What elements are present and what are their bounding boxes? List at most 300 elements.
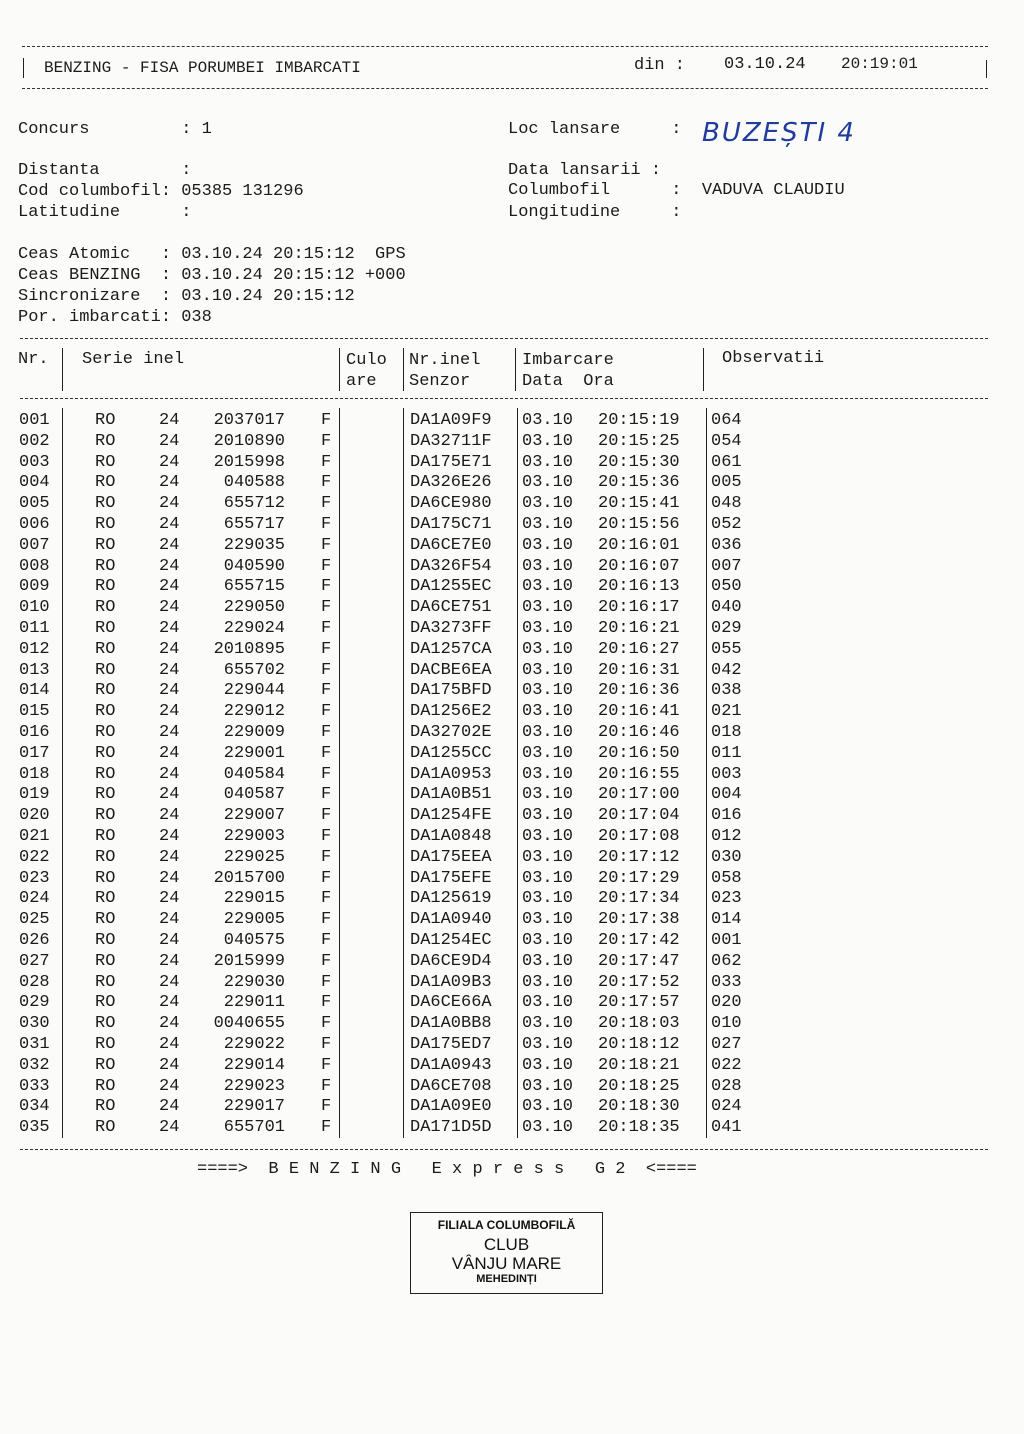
cell-sex: F: [321, 785, 332, 805]
cell-obs: 058: [711, 868, 742, 888]
cell-sensor: DA1A09E0: [410, 1097, 492, 1117]
cell-nr: 014: [19, 681, 50, 701]
cell-obs: 012: [711, 827, 742, 846]
table-row: [0, 888, 1000, 909]
cell-obs: 003: [711, 764, 742, 784]
cell-time: 20:17:42: [598, 931, 680, 950]
cell-time: 20:16:31: [598, 660, 680, 680]
cell-year: 24: [159, 1055, 180, 1075]
cell-ring: 2010895: [213, 639, 285, 659]
cell-year: 24: [159, 764, 180, 784]
cell-sensor: DA6CE751: [410, 598, 492, 618]
cell-year: 24: [159, 681, 180, 701]
cell-sensor: DA1A0B51: [410, 785, 492, 805]
cell-country: RO: [95, 743, 116, 763]
cell-country: RO: [95, 473, 116, 493]
cell-ring: 655717: [223, 515, 285, 534]
table-top-border: [20, 338, 988, 339]
cell-obs: 018: [711, 723, 742, 742]
cell-country: RO: [95, 1097, 116, 1117]
table-row: [0, 826, 1000, 847]
table-row: [0, 514, 1000, 535]
cell-date: 03.10: [522, 515, 574, 534]
cell-year: 24: [159, 1118, 180, 1138]
cell-sensor: DA175C71: [410, 515, 492, 534]
cell-date: 03.10: [522, 1055, 574, 1075]
cell-country: RO: [95, 702, 116, 722]
cell-date: 03.10: [522, 1118, 574, 1138]
cell-sex: F: [321, 931, 332, 950]
cell-nr: 023: [19, 868, 50, 888]
cell-date: 03.10: [522, 806, 574, 826]
table-row: [0, 784, 1000, 805]
din-label: din :: [634, 56, 686, 75]
cell-obs: 014: [711, 910, 742, 930]
cell-obs: 023: [711, 889, 742, 909]
cell-date: 03.10: [522, 702, 574, 722]
table-row: [0, 535, 1000, 556]
table-row: [0, 493, 1000, 514]
columbofil-field: Columbofil : VADUVA CLAUDIU: [508, 181, 845, 200]
cell-year: 24: [159, 1097, 180, 1117]
cell-ring: 229024: [223, 619, 285, 638]
cell-date: 03.10: [522, 556, 574, 576]
cell-time: 20:15:41: [598, 494, 680, 514]
table-row: [0, 410, 1000, 431]
cell-time: 20:18:12: [598, 1035, 680, 1054]
cell-time: 20:17:57: [598, 993, 680, 1013]
cell-country: RO: [95, 1035, 116, 1054]
cell-sensor: DA1A09B3: [410, 972, 492, 992]
cell-nr: 019: [19, 785, 50, 805]
cell-year: 24: [159, 660, 180, 680]
cell-date: 03.10: [522, 598, 574, 618]
cell-date: 03.10: [522, 1076, 574, 1096]
cell-sex: F: [321, 1118, 332, 1138]
cell-obs: 011: [711, 743, 742, 763]
cell-obs: 041: [711, 1118, 742, 1138]
table-row: [0, 1096, 1000, 1117]
loc-lansare-label: Loc lansare :: [508, 120, 682, 139]
cell-year: 24: [159, 827, 180, 846]
table-bottom-border: [20, 1149, 988, 1150]
cell-sex: F: [321, 598, 332, 618]
col-divider: [703, 348, 704, 391]
cell-sensor: DA3273FF: [410, 619, 492, 638]
cell-time: 20:18:30: [598, 1097, 680, 1117]
cell-time: 20:16:55: [598, 764, 680, 784]
table-row: [0, 639, 1000, 660]
table-row: [0, 1076, 1000, 1097]
cell-obs: 062: [711, 951, 742, 971]
data-lansarii-field: Data lansarii :: [508, 161, 662, 180]
table-row: [0, 992, 1000, 1013]
din-date: 03.10.24: [724, 55, 806, 74]
cell-year: 24: [159, 847, 180, 867]
cell-nr: 022: [19, 847, 50, 867]
cell-sensor: DA1257CA: [410, 639, 492, 659]
cell-country: RO: [95, 993, 116, 1013]
table-row: [0, 722, 1000, 743]
cell-sex: F: [321, 889, 332, 909]
table-row: [0, 660, 1000, 681]
porumbei-imbarcati-field: Por. imbarcati: 038: [18, 308, 212, 327]
table-row: [0, 847, 1000, 868]
cell-sex: F: [321, 1014, 332, 1034]
cell-obs: 061: [711, 452, 742, 472]
stamp-line-2: CLUB: [483, 1235, 530, 1254]
cell-year: 24: [159, 889, 180, 909]
cell-date: 03.10: [522, 972, 574, 992]
cell-sensor: DA1254EC: [410, 931, 492, 950]
cell-sensor: DA175EFE: [410, 868, 492, 888]
cell-year: 24: [159, 1014, 180, 1034]
cell-sensor: DA1256E2: [410, 702, 492, 722]
cell-obs: 004: [711, 785, 742, 805]
cell-nr: 015: [19, 702, 50, 722]
cell-country: RO: [95, 931, 116, 950]
cell-country: RO: [95, 868, 116, 888]
cell-ring: 655702: [223, 660, 285, 680]
cell-nr: 021: [19, 827, 50, 846]
cell-sensor: DA1255CC: [410, 743, 492, 763]
cell-sex: F: [321, 494, 332, 514]
cell-obs: 038: [711, 681, 742, 701]
cell-date: 03.10: [522, 931, 574, 950]
cell-ring: 2015998: [213, 452, 285, 472]
cell-year: 24: [159, 494, 180, 514]
cell-sex: F: [321, 993, 332, 1013]
cell-sex: F: [321, 660, 332, 680]
table-row: [0, 452, 1000, 473]
cell-obs: 021: [711, 702, 742, 722]
header-imbarcare-1: Imbarcare: [522, 351, 614, 370]
cell-nr: 026: [19, 931, 50, 950]
cell-nr: 002: [19, 431, 50, 451]
cell-country: RO: [95, 619, 116, 638]
cell-year: 24: [159, 411, 180, 430]
cell-country: RO: [95, 723, 116, 742]
cell-date: 03.10: [522, 494, 574, 514]
cell-ring: 229030: [223, 972, 285, 992]
header-imbarcare-2: Data Ora: [522, 372, 614, 391]
cell-year: 24: [159, 868, 180, 888]
cell-time: 20:17:52: [598, 972, 680, 992]
col-divider: [62, 348, 63, 391]
cell-sensor: DA32702E: [410, 723, 492, 742]
cell-sensor: DA1254FE: [410, 806, 492, 826]
cell-country: RO: [95, 785, 116, 805]
table-row: [0, 743, 1000, 764]
cell-sensor: DA125619: [410, 889, 492, 909]
cell-sensor: DA175ED7: [410, 1035, 492, 1054]
cell-sensor: DA175BFD: [410, 681, 492, 701]
cell-date: 03.10: [522, 868, 574, 888]
cell-sensor: DA1A0940: [410, 910, 492, 930]
cell-sensor: DA6CE9D4: [410, 951, 492, 971]
table-row: [0, 472, 1000, 493]
cell-sensor: DA1255EC: [410, 577, 492, 597]
cell-nr: 006: [19, 515, 50, 534]
cell-nr: 009: [19, 577, 50, 597]
cell-time: 20:17:47: [598, 951, 680, 971]
table-row: [0, 868, 1000, 889]
cell-sensor: DACBE6EA: [410, 660, 492, 680]
cell-ring: 2015700: [213, 868, 285, 888]
cell-year: 24: [159, 723, 180, 742]
cell-nr: 010: [19, 598, 50, 618]
cell-country: RO: [95, 556, 116, 576]
cell-country: RO: [95, 431, 116, 451]
cell-obs: 033: [711, 972, 742, 992]
cell-nr: 020: [19, 806, 50, 826]
cell-nr: 018: [19, 764, 50, 784]
cell-obs: 010: [711, 1014, 742, 1034]
cell-country: RO: [95, 827, 116, 846]
table-row: [0, 556, 1000, 577]
cell-sensor: DA1A09F9: [410, 411, 492, 430]
cell-country: RO: [95, 494, 116, 514]
cell-ring: 655701: [223, 1118, 285, 1138]
cod-columbofil-field: Cod columbofil: 05385 131296: [18, 182, 304, 201]
cell-year: 24: [159, 577, 180, 597]
cell-time: 20:18:21: [598, 1055, 680, 1075]
cell-obs: 028: [711, 1076, 742, 1096]
cell-ring: 2015999: [213, 951, 285, 971]
cell-date: 03.10: [522, 951, 574, 971]
cell-sex: F: [321, 619, 332, 638]
header-culoare-1: Culo: [346, 351, 387, 370]
cell-time: 20:16:50: [598, 743, 680, 763]
cell-sex: F: [321, 577, 332, 597]
cell-ring: 655715: [223, 577, 285, 597]
header-serie-inel: Serie inel: [82, 350, 185, 369]
cell-obs: 054: [711, 431, 742, 451]
cell-obs: 055: [711, 639, 742, 659]
cell-date: 03.10: [522, 910, 574, 930]
cell-obs: 048: [711, 494, 742, 514]
header-right-border: [986, 60, 987, 78]
cell-time: 20:16:41: [598, 702, 680, 722]
table-row: [0, 930, 1000, 951]
cell-ring: 2037017: [213, 411, 285, 430]
cell-sensor: DA175E71: [410, 452, 492, 472]
cell-time: 20:15:30: [598, 452, 680, 472]
cell-date: 03.10: [522, 1014, 574, 1034]
cell-nr: 031: [19, 1035, 50, 1054]
cell-year: 24: [159, 1035, 180, 1054]
cell-obs: 030: [711, 847, 742, 867]
cell-ring: 229007: [223, 806, 285, 826]
cell-nr: 029: [19, 993, 50, 1013]
cell-ring: 229009: [223, 723, 285, 742]
ceas-benzing-field: Ceas BENZING : 03.10.24 20:15:12 +000: [18, 266, 406, 285]
cell-time: 20:16:13: [598, 577, 680, 597]
cell-date: 03.10: [522, 681, 574, 701]
cell-country: RO: [95, 681, 116, 701]
cell-year: 24: [159, 598, 180, 618]
cell-ring: 229001: [223, 743, 285, 763]
cell-country: RO: [95, 515, 116, 534]
cell-obs: 020: [711, 993, 742, 1013]
cell-sensor: DA6CE66A: [410, 993, 492, 1013]
table-row: [0, 805, 1000, 826]
cell-nr: 033: [19, 1076, 50, 1096]
cell-sensor: DA32711F: [410, 431, 492, 451]
stamp-line-3: VÂNJU MARE: [451, 1254, 562, 1273]
header-top-border: [22, 46, 988, 47]
cell-sex: F: [321, 743, 332, 763]
cell-ring: 040590: [223, 556, 285, 576]
cell-date: 03.10: [522, 577, 574, 597]
cell-country: RO: [95, 951, 116, 971]
cell-nr: 025: [19, 910, 50, 930]
cell-country: RO: [95, 1118, 116, 1138]
cell-time: 20:18:03: [598, 1014, 680, 1034]
cell-sensor: DA326E26: [410, 473, 492, 493]
cell-time: 20:17:38: [598, 910, 680, 930]
cell-sex: F: [321, 972, 332, 992]
col-divider: [515, 348, 516, 391]
cell-date: 03.10: [522, 431, 574, 451]
table-row: [0, 764, 1000, 785]
cell-year: 24: [159, 431, 180, 451]
cell-sex: F: [321, 556, 332, 576]
table-row: [0, 618, 1000, 639]
table-row: [0, 431, 1000, 452]
cell-sensor: DA1A0BB8: [410, 1014, 492, 1034]
cell-year: 24: [159, 951, 180, 971]
cell-nr: 004: [19, 473, 50, 493]
cell-year: 24: [159, 993, 180, 1013]
cell-sex: F: [321, 910, 332, 930]
cell-time: 20:16:27: [598, 639, 680, 659]
cell-sensor: DA6CE7E0: [410, 535, 492, 555]
col-divider: [339, 348, 340, 391]
cell-ring: 655712: [223, 494, 285, 514]
cell-ring: 229017: [223, 1097, 285, 1117]
longitudine-field: Longitudine :: [508, 203, 682, 222]
cell-ring: 229022: [223, 1035, 285, 1054]
stamp-line-1: FILIALA COLUMBOFILĂ: [437, 1218, 576, 1232]
cell-country: RO: [95, 411, 116, 430]
table-row: [0, 972, 1000, 993]
table-row: [0, 1013, 1000, 1034]
cell-date: 03.10: [522, 411, 574, 430]
cell-ring: 229050: [223, 598, 285, 618]
cell-year: 24: [159, 931, 180, 950]
cell-ring: 040587: [223, 785, 285, 805]
cell-year: 24: [159, 515, 180, 534]
cell-sex: F: [321, 535, 332, 555]
header-nr-inel-2: Senzor: [409, 372, 471, 391]
cell-country: RO: [95, 639, 116, 659]
cell-year: 24: [159, 702, 180, 722]
cell-obs: 029: [711, 619, 742, 638]
cell-time: 20:16:01: [598, 535, 680, 555]
cell-country: RO: [95, 972, 116, 992]
cell-year: 24: [159, 639, 180, 659]
cell-nr: 007: [19, 535, 50, 555]
cell-sex: F: [321, 1097, 332, 1117]
cell-sex: F: [321, 827, 332, 846]
cell-ring: 229023: [223, 1076, 285, 1096]
table-row: [0, 1055, 1000, 1076]
cell-ring: 2010890: [213, 431, 285, 451]
cell-ring: 040588: [223, 473, 285, 493]
cell-obs: 022: [711, 1055, 742, 1075]
cell-obs: 064: [711, 411, 742, 430]
cell-date: 03.10: [522, 1097, 574, 1117]
cell-sensor: DA1A0848: [410, 827, 492, 846]
cell-nr: 027: [19, 951, 50, 971]
cell-country: RO: [95, 660, 116, 680]
cell-obs: 001: [711, 931, 742, 950]
cell-time: 20:17:04: [598, 806, 680, 826]
distanta-field: Distanta :: [18, 161, 192, 180]
cell-ring: 040575: [223, 931, 285, 950]
cell-country: RO: [95, 452, 116, 472]
cell-ring: 229005: [223, 910, 285, 930]
cell-year: 24: [159, 452, 180, 472]
footer-banner: ====> B E N Z I N G E x p r e s s G 2 <====: [197, 1160, 697, 1179]
cell-sex: F: [321, 1035, 332, 1054]
cell-time: 20:15:36: [598, 473, 680, 493]
col-divider: [403, 348, 404, 391]
cell-obs: 050: [711, 577, 742, 597]
cell-nr: 011: [19, 619, 50, 638]
cell-country: RO: [95, 847, 116, 867]
stamp-line-4: MEHEDINȚI: [476, 1273, 537, 1285]
cell-sex: F: [321, 639, 332, 659]
cell-sex: F: [321, 431, 332, 451]
cell-year: 24: [159, 743, 180, 763]
cell-ring: 229044: [223, 681, 285, 701]
cell-obs: 027: [711, 1035, 742, 1054]
cell-country: RO: [95, 910, 116, 930]
din-time: 20:19:01: [841, 55, 918, 73]
cell-nr: 005: [19, 494, 50, 514]
cell-date: 03.10: [522, 473, 574, 493]
cell-obs: 040: [711, 598, 742, 618]
cell-year: 24: [159, 619, 180, 638]
cell-sensor: DA171D5D: [410, 1118, 492, 1138]
cell-time: 20:17:00: [598, 785, 680, 805]
cell-sensor: DA175EEA: [410, 847, 492, 867]
cell-country: RO: [95, 598, 116, 618]
cell-country: RO: [95, 889, 116, 909]
cell-date: 03.10: [522, 889, 574, 909]
cell-sex: F: [321, 681, 332, 701]
cell-time: 20:15:56: [598, 515, 680, 534]
table-row: [0, 701, 1000, 722]
header-bottom-border: [22, 88, 988, 89]
cell-nr: 013: [19, 660, 50, 680]
cell-date: 03.10: [522, 743, 574, 763]
cell-ring: 229035: [223, 535, 285, 555]
cell-nr: 032: [19, 1055, 50, 1075]
cell-time: 20:17:08: [598, 827, 680, 846]
cell-time: 20:16:21: [598, 619, 680, 638]
cell-date: 03.10: [522, 785, 574, 805]
cell-ring: 229011: [223, 993, 285, 1013]
cell-country: RO: [95, 1076, 116, 1096]
cell-ring: 229025: [223, 847, 285, 867]
cell-time: 20:17:34: [598, 889, 680, 909]
cell-year: 24: [159, 972, 180, 992]
cell-nr: 034: [19, 1097, 50, 1117]
cell-country: RO: [95, 806, 116, 826]
